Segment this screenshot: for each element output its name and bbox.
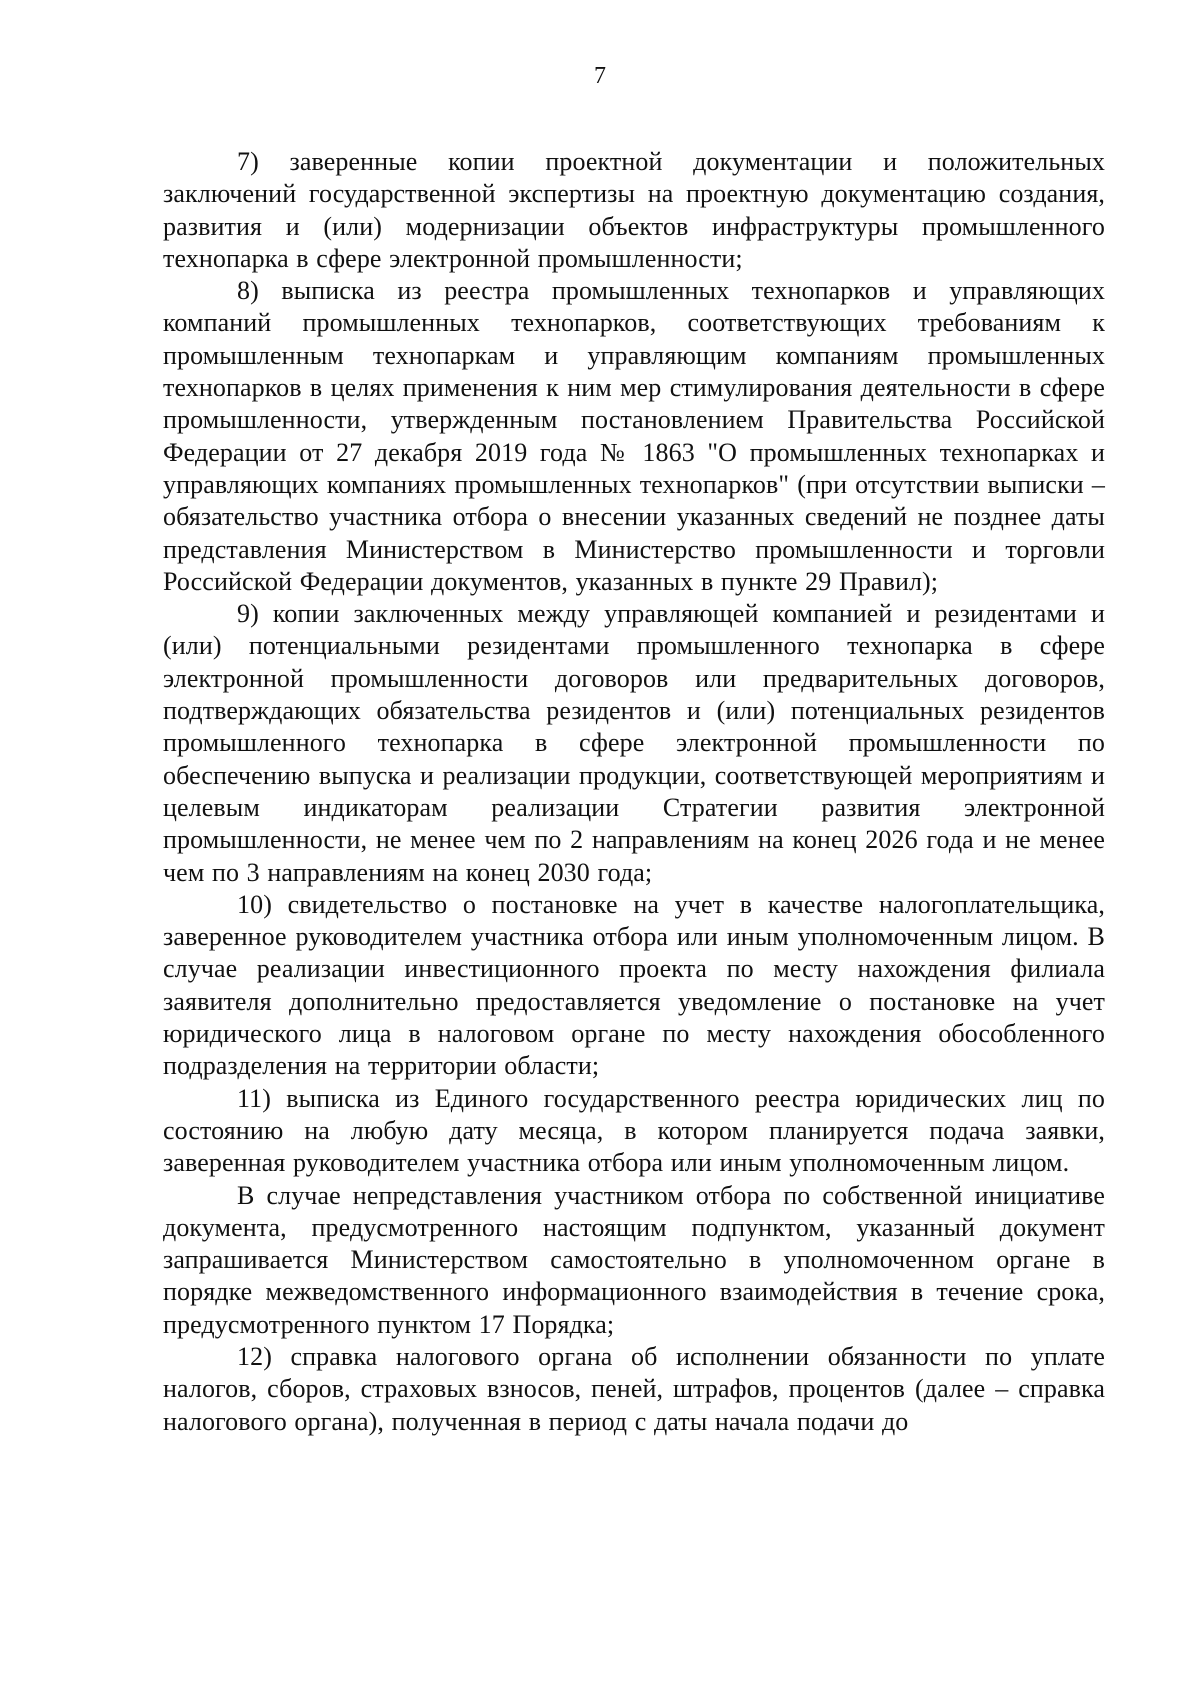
paragraph-item-8: 8) выписка из реестра промышленных технопарков и управляющих компаний промышленных технопарков, соответствующих требованиям к промышленным технопаркам и управляющим компаниям промышленных технопарков в целях применения к ним мер стимулирования деятельности в сфере промышленности, утвержденным постановлением Правительства Российской Федерации от 27 декабря 2019 года № 1863 "О промышленных технопарках и управляющих компаниях промышленных технопарков" (при отсутствии выписки – обязательство участника отбора о внесении указанных сведений не позднее даты представления Министерством в Министерство промышленности и торговли Российской Федерации документов, указанных в пункте 29 Правил);: [163, 276, 1105, 596]
document-body: [163, 146, 1105, 1438]
paragraph-item-12: 12) справка налогового органа об исполнении обязанности по уплате налогов, сборов, страховых взносов, пеней, штрафов, процентов (далее – справка налогового органа), полученная в период с даты начала подачи до: [163, 1341, 1105, 1436]
page-number: 7: [594, 63, 606, 89]
paragraph-item-7: 7) заверенные копии проектной документации и положительных заключений государственной экспертизы на проектную документацию создания, развития и (или) модернизации объектов инфраструктуры промышленного технопарка в сфере электронной промышленности;: [163, 147, 1105, 273]
paragraph-item-9: 9) копии заключенных между управляющей компанией и резидентами и (или) потенциальными резидентами промышленного технопарка в сфере электронной промышленности договоров или предварительных договоров, подтверждающих обязательства резидентов и (или) потенциальных резидентов промышленного технопарка в сфере электронной промышленности по обеспечению выпуска и реализации продукции, соответствующей мероприятиям и целевым индикаторам реализации Стратегии развития электронной промышленности, не менее чем по 2 направлениям на конец 2026 года и не менее чем по 3 направлениям на конец 2030 года;: [163, 599, 1105, 887]
paragraph-item-11-note: В случае непредставления участником отбора по собственной инициативе документа, предусмотренного настоящим подпунктом, указанный документ запрашивается Министерством самостоятельно в уполномоченном органе в порядке межведомственного информационного взаимодействия в течение срока, предусмотренного пунктом 17 Порядка;: [163, 1180, 1105, 1339]
paragraph-item-11: 11) выписка из Единого государственного реестра юридических лиц по состоянию на любую дату месяца, в котором планируется подача заявки, заверенная руководителем участника отбора или иным уполномоченным лицом.: [163, 1083, 1105, 1178]
paragraph-item-10: 10) свидетельство о постановке на учет в качестве налогоплательщика, заверенное руководителем участника отбора или иным уполномоченным лицом. В случае реализации инвестиционного проекта по месту нахождения филиала заявителя дополнительно предоставляется уведомление о постановке на учет юридического лица в налоговом органе по месту нахождения обособленного подразделения на территории области;: [163, 889, 1105, 1081]
